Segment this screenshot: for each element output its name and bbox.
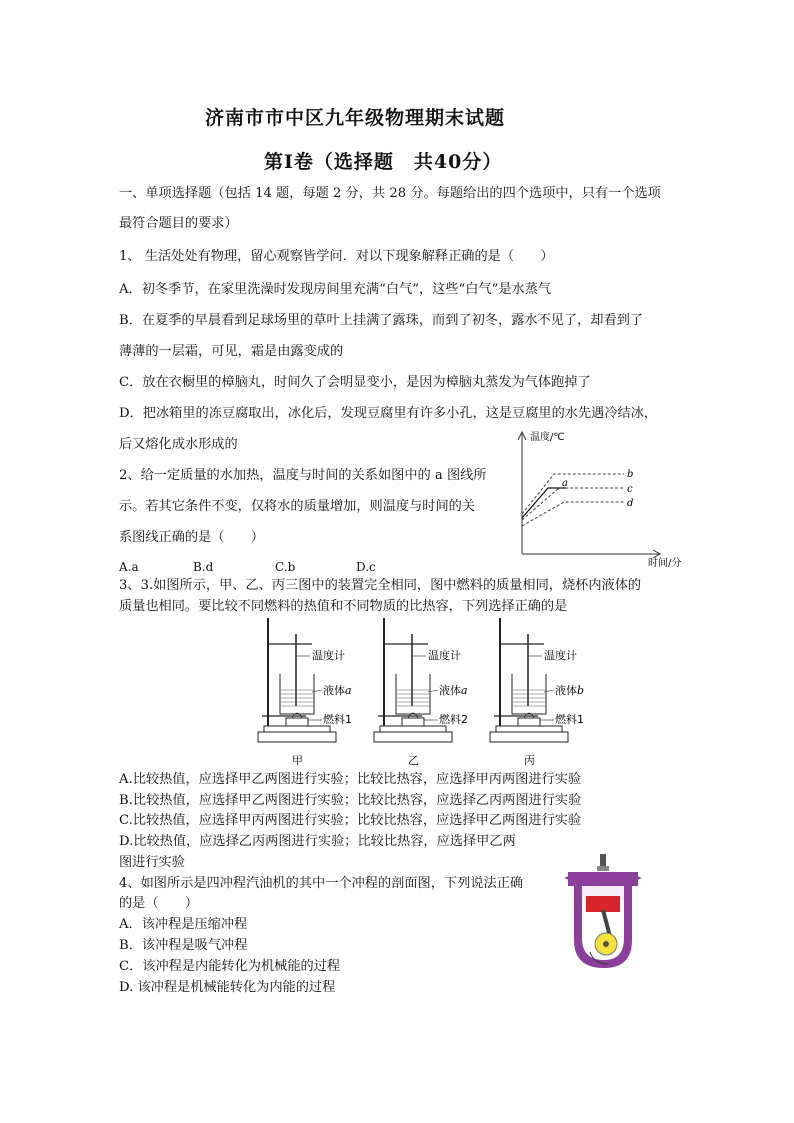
burner-icon (518, 718, 540, 726)
q4-option-b: B．该冲程是吸气冲程 (119, 938, 248, 953)
q1-option-a: A．初冬季节，在家里洗澡时发现房间里充满“白气”，这些“白气”是水蒸气 (119, 282, 552, 297)
graph-line-d (522, 502, 624, 526)
cylinder-head (568, 872, 638, 886)
q1-option-b-line2: 薄薄的一层霜，可见，霜是由露变成的 (119, 344, 344, 359)
apparatus-caption: 乙 (408, 754, 419, 767)
liquid-label-var: a (461, 684, 468, 697)
stand-base (374, 732, 452, 742)
q3-option-d-line1: D.比较热值，应选择乙丙两图进行实验；比较比热容，应选择甲乙两 (119, 834, 516, 849)
apparatus-caption: 丙 (524, 754, 535, 767)
graph-label-c: c (627, 484, 633, 495)
q1-option-c: C．放在衣橱里的樟脑丸，时间久了会明显变小，是因为樟脑丸蒸发为气体跑掉了 (119, 375, 591, 390)
stand-base-top (496, 726, 562, 732)
q1-option-d-line2: 后又熔化成水形成的 (119, 437, 238, 452)
apparatus-setup-2 (490, 618, 584, 767)
piston (586, 896, 620, 912)
liquid-label-text: 液体 (555, 684, 577, 697)
q2-option-b: B.d (193, 560, 214, 574)
q1-option-d-line1: D．把冰箱里的冻豆腐取出，冰化后，发现豆腐里有许多小孔，这是豆腐里的水先遇冷结冰， (119, 406, 658, 421)
stand-base-top (380, 726, 446, 732)
q3-apparatus-figure (252, 614, 612, 774)
q3-option-a: A.比较热值，应选择甲乙两图进行实验；比较比热容，应选择甲丙两图进行实验 (119, 772, 582, 787)
liquid-label-text: 液体 (439, 684, 461, 697)
q4-stem-line1: 4、如图所示是四冲程汽油机的其中一个冲程的剖面图，下列说法正确 (119, 876, 524, 891)
burner-icon (402, 718, 424, 726)
q2-stem-line1: 2、给一定质量的水加热，温度与时间的关系如图中的 a 图线所 (119, 468, 487, 483)
q3-option-b: B.比较热值，应选择甲乙两图进行实验；比较比热容，应选择乙丙两图进行实验 (119, 793, 582, 808)
section-intro-line1: 一、单项选择题（包括 14 题，每题 2 分，共 28 分。每题给出的四个选项中，只有一个选项 (119, 186, 661, 201)
q4-option-d: D. 该冲程是机械能转化为内能的过程 (119, 980, 336, 995)
thermometer-label: 温度计 (544, 649, 577, 662)
q2-stem-line3: 系图线正确的是（ ） (119, 530, 265, 545)
cylinder-wall-right (624, 886, 632, 916)
liquid-label-var: a (345, 684, 352, 697)
q2-option-d: D.c (356, 560, 376, 574)
section-intro-line2: 最符合题目的要求） (119, 216, 238, 231)
liquid-label-text: 液体 (323, 684, 345, 697)
cylinder-wall-left (574, 886, 582, 916)
apparatus-svg (252, 614, 612, 774)
q3-option-c: C.比较热值，应选择甲丙两图进行实验；比较比热容，应选择甲乙两图进行实验 (119, 813, 582, 828)
graph-line-b (522, 474, 624, 514)
q2-option-a: A.a (119, 560, 139, 574)
fuel-label: 燃料1 (323, 713, 352, 726)
q4-option-a: A．该冲程是压缩冲程 (119, 917, 248, 932)
burner-icon (286, 718, 308, 726)
q3-stem-line2: 质量也相同。要比较不同燃料的热值和不同物质的比热容，下列选择正确的是 (119, 599, 568, 614)
temperature-time-graph (510, 426, 710, 569)
graph-label-d: d (627, 498, 634, 509)
graph-ylabel: 温度/℃ (530, 432, 565, 443)
section-subtitle: 第Ⅰ卷（选择题 共40分） (264, 151, 503, 173)
q2-option-c: C.b (275, 560, 296, 574)
q2-stem-line2: 示。若其它条件不变，仅将水的质量增加，则温度与时间的关 (119, 499, 476, 514)
engine-cross-section (560, 852, 650, 972)
stand-base (258, 732, 336, 742)
liquid-label (323, 683, 352, 697)
q3-stem-line1: 3、3.如图所示，甲、乙、丙三图中的装置完全相同，图中燃料的质量相同，烧杯内液体的 (119, 578, 642, 593)
spark-plug-base (597, 866, 609, 871)
graph-line-c (522, 488, 624, 520)
thermometer-label: 温度计 (428, 649, 461, 662)
apparatus-setup-0 (258, 618, 352, 767)
fuel-label: 燃料2 (439, 713, 468, 726)
graph-xlabel: 时间/分 (648, 558, 682, 569)
stand-base (490, 732, 568, 742)
liquid-label (439, 683, 468, 697)
q4-stem-line2: 的是（ ） (119, 896, 199, 911)
thermometer-label: 温度计 (312, 649, 345, 662)
liquid-label (555, 683, 584, 697)
graph-label-b: b (627, 469, 634, 480)
q4-option-c: C．该冲程是内能转化为机械能的过程 (119, 959, 341, 974)
apparatus-setup-1 (374, 618, 468, 767)
q1-stem: 1、 生活处处有物理，留心观察皆学问．对以下现象解释正确的是（ ） (119, 249, 554, 264)
liquid-label-var: b (577, 684, 585, 697)
q3-option-d-line2: 图进行实验 (119, 855, 185, 870)
page-title: 济南市市中区九年级物理期末试题 (205, 107, 506, 129)
apparatus-caption: 甲 (292, 754, 303, 767)
q1-option-b-line1: B．在夏季的早晨看到足球场里的草叶上挂满了露珠，而到了初冬，露水不见了，却看到了 (119, 313, 643, 328)
fuel-label: 燃料1 (555, 713, 584, 726)
stand-base-top (264, 726, 330, 732)
crankshaft-center (603, 941, 609, 947)
graph-label-a: a (562, 478, 568, 489)
